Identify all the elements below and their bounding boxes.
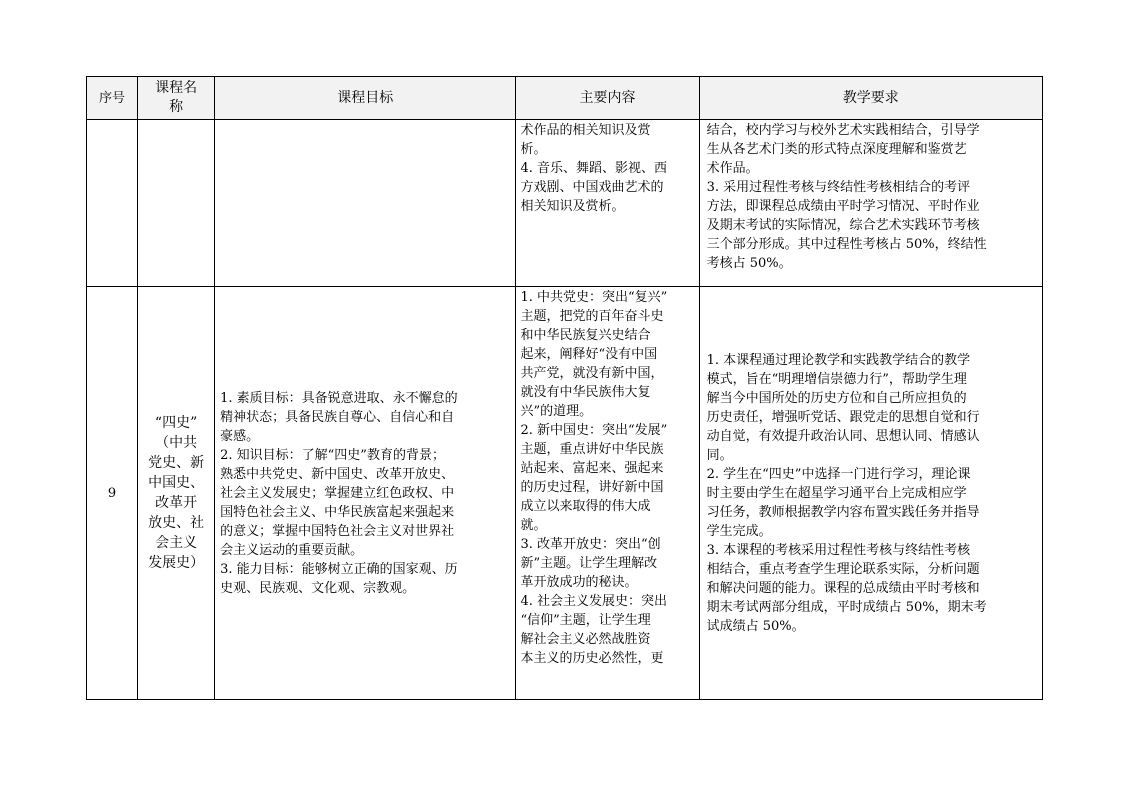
header-course-name: 课程名 称 bbox=[138, 77, 215, 120]
course-name-cell: “四史” （中共 党史、新 中国史、 改革开 放史、社 会主义 发展史） bbox=[138, 287, 215, 700]
teaching-requirement-cell: 1. 本课程通过理论教学和实践教学结合的教学 模式，旨在“明理增信崇德力行”，帮助学生理 解当今中国所处的历史方位和自己所应担负的 历史责任，增强听党话、跟党走的思想自觉和行 动自觉，有效提升政治认同、思想认同、情感认 同。 2. 学生在“四史”中选择一门进行学习，理论课 时主要由学生在超星学习通平台上完成相应学 习任务，教师根据教学内容布置实践任务并指导 学生完成。 3. 本课程的考核采用过程性考核与终结性考核 相结合，重点考查学生理论联系实际，分析问题 和解决问题的能力。课程的总成绩由平时考核和 期末考试两部分组成，平时成绩占 50%，期末考 试成绩占 50%。 bbox=[699, 287, 1042, 700]
serial-number-cell: 9 bbox=[87, 287, 138, 700]
serial-number-cell bbox=[87, 120, 138, 287]
header-serial-number: 序号 bbox=[87, 77, 138, 120]
main-content-cell: 术作品的相关知识及赏 析。 4. 音乐、舞蹈、影视、西 方戏剧、中国戏曲艺术的 相关知识及赏析。 bbox=[516, 120, 699, 287]
header-course-goal: 课程目标 bbox=[215, 77, 516, 120]
table-row bbox=[87, 287, 1043, 700]
course-goal-cell bbox=[215, 120, 516, 287]
header-main-content: 主要内容 bbox=[516, 77, 699, 120]
main-content-cell: 1. 中共党史：突出“复兴” 主题，把党的百年奋斗史 和中华民族复兴史结合 起来，阐释好“没有中国 共产党，就没有新中国， 就没有中华民族伟大复 兴”的道理。 2. 新中国史：突出“发展” 主题，重点讲好中华民族 站起来、富起来、强起来 的历史过程，讲好新中国 成立以来取得的伟大成 就。 3. 改革开放史：突出“创 新”主题。让学生理解改 革开放成功的秘诀。 4. 社会主义发展史：突出 “信仰”主题，让学生理 解社会主义必然战胜资 本主义的历史必然性，更 bbox=[516, 287, 699, 700]
course-name-cell bbox=[138, 120, 215, 287]
course-table bbox=[86, 76, 1043, 700]
table-header-row bbox=[87, 77, 1043, 120]
teaching-requirement-cell: 结合，校内学习与校外艺术实践相结合，引导学 生从各艺术门类的形式特点深度理解和鉴赏艺 术作品。 3. 采用过程性考核与终结性考核相结合的考评 方法，即课程总成绩由平时学习情况、平时作业 及期末考试的实际情况，综合艺术实践环节考核 三个部分形成。其中过程性考核占 50%，终结性 考核占 50%。 bbox=[699, 120, 1042, 287]
course-goal-cell: 1. 素质目标：具备锐意进取、永不懈怠的 精神状态；具备民族自尊心、自信心和自 豪感。 2. 知识目标：了解“四史”教育的背景； 熟悉中共党史、新中国史、改革开放史、 社会主义发展史；掌握建立红色政权、中 国特色社会主义、中华民族富起来强起来 的意义；掌握中国特色社会主义对世界社 会主义运动的重要贡献。 3. 能力目标：能够树立正确的国家观、历 史观、民族观、文化观、宗教观。 bbox=[215, 287, 516, 700]
header-teaching-requirement: 教学要求 bbox=[699, 77, 1042, 120]
table-row bbox=[87, 120, 1043, 287]
